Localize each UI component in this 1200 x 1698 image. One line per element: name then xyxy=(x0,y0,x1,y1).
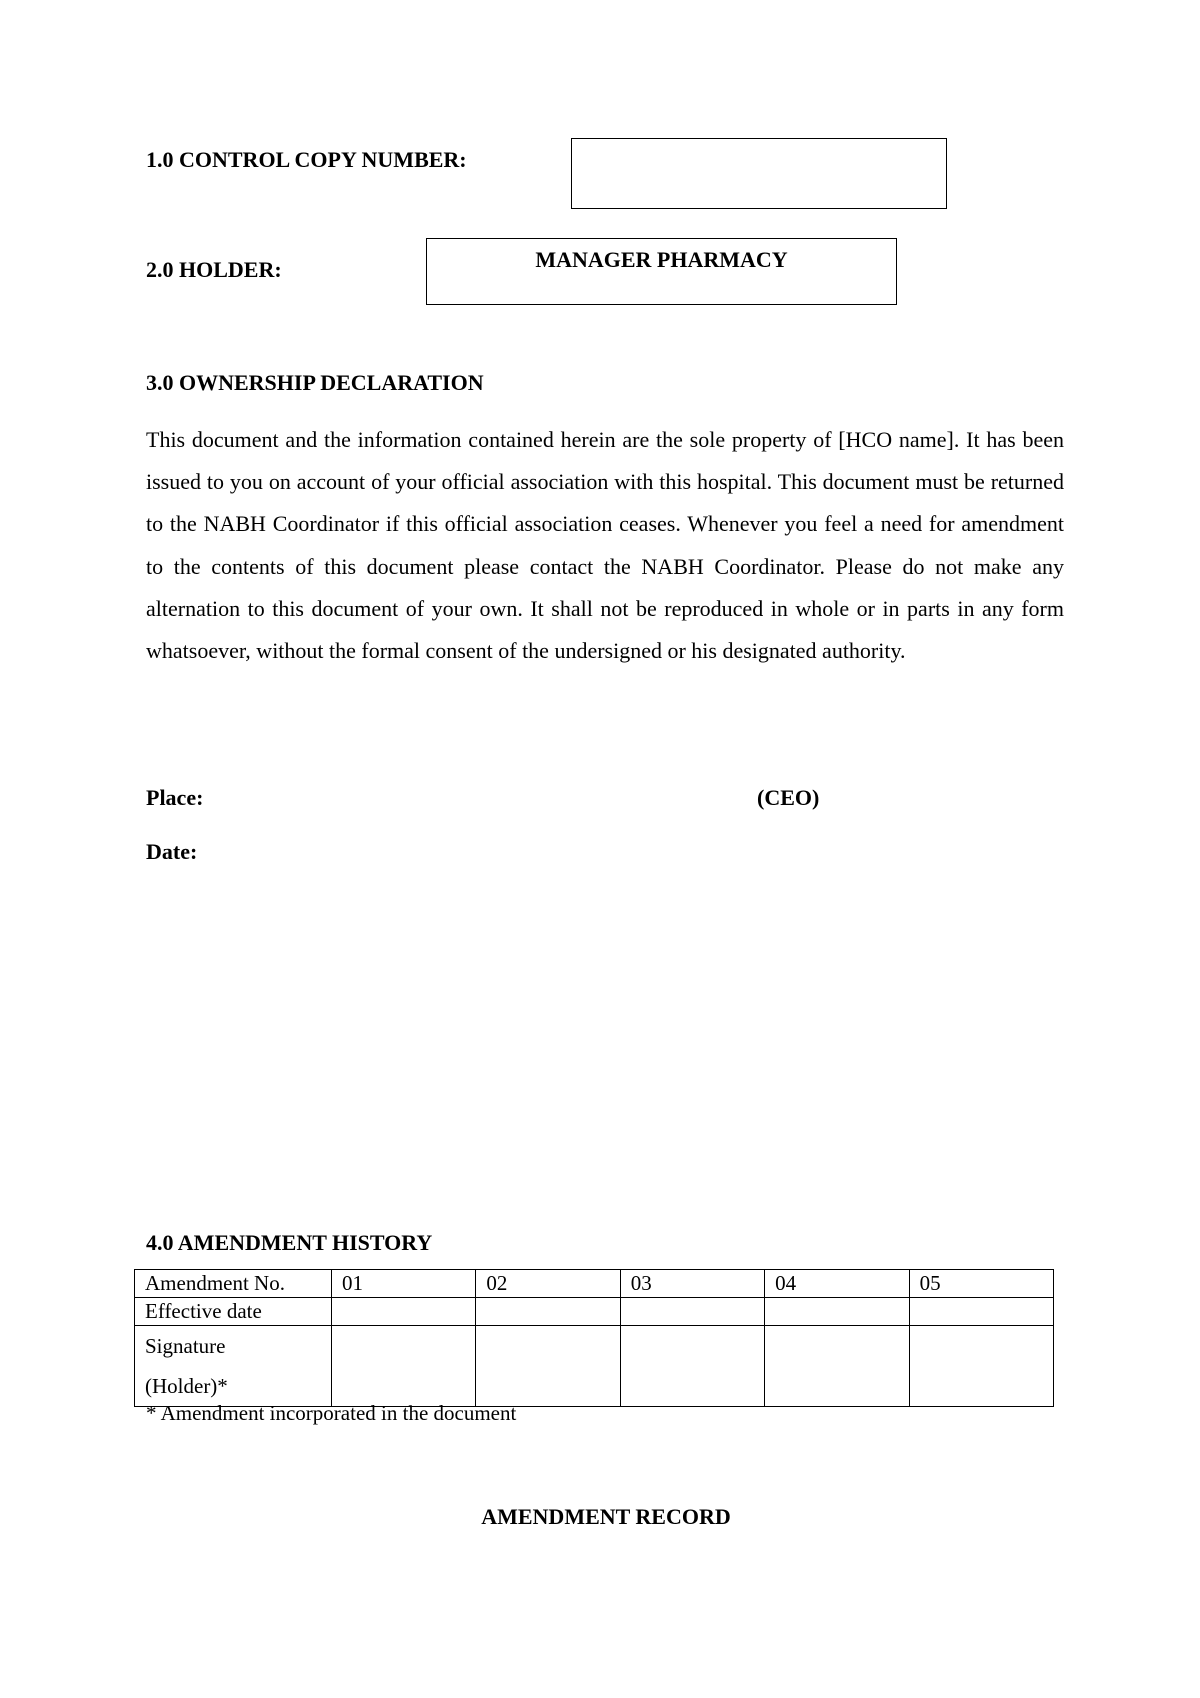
signature-cell[interactable] xyxy=(332,1326,476,1407)
amendment-no-cell: 05 xyxy=(909,1270,1053,1298)
amendment-history-heading: 4.0 AMENDMENT HISTORY xyxy=(146,1230,433,1255)
effective-date-cell[interactable] xyxy=(476,1298,620,1326)
amendment-no-cell: 04 xyxy=(765,1270,909,1298)
signature-cell[interactable] xyxy=(476,1326,620,1407)
effective-date-label: Effective date xyxy=(135,1298,332,1326)
amendment-record-heading: AMENDMENT RECORD xyxy=(481,1504,731,1529)
amendment-no-cell: 02 xyxy=(476,1270,620,1298)
holder-label: 2.0 HOLDER: xyxy=(146,257,282,282)
amendment-no-cell: 01 xyxy=(332,1270,476,1298)
signature-holder-label xyxy=(135,1326,332,1407)
effective-date-cell[interactable] xyxy=(765,1298,909,1326)
effective-date-cell[interactable] xyxy=(620,1298,764,1326)
ownership-heading: 3.0 OWNERSHIP DECLARATION xyxy=(146,370,484,395)
holder-value: MANAGER PHARMACY xyxy=(535,247,788,272)
control-copy-number-box[interactable] xyxy=(571,138,947,209)
holder-box[interactable] xyxy=(426,238,897,305)
date-label: Date: xyxy=(146,839,198,864)
table-row xyxy=(135,1326,1054,1407)
ownership-paragraph: This document and the information contained herein are the sole property of [HCO name]. It has been issued to you on account of your official association with this hospital. This document must be returned to the NABH Coordinator if this official association ceases. Whenever you feel a need for amendment to the contents of this document please contact the NABH Coordinator. Please do not make any alternation to this document of your own. It shall not be reproduced in whole or in parts in any form whatsoever, without the formal consent of the undersigned or his designated authority. xyxy=(146,427,1064,664)
signature-label: Signature xyxy=(145,1334,226,1358)
signature-cell[interactable] xyxy=(620,1326,764,1407)
amendment-footnote: * Amendment incorporated in the document xyxy=(146,1401,517,1425)
effective-date-cell[interactable] xyxy=(909,1298,1053,1326)
place-label: Place: xyxy=(146,785,204,810)
holder-note-label: (Holder)* xyxy=(145,1374,228,1398)
control-copy-label: 1.0 CONTROL COPY NUMBER: xyxy=(146,147,467,172)
amendment-history-table xyxy=(134,1269,1054,1407)
table-row xyxy=(135,1270,1054,1298)
ceo-label: (CEO) xyxy=(757,785,820,810)
signature-cell[interactable] xyxy=(765,1326,909,1407)
amendment-no-cell: 03 xyxy=(620,1270,764,1298)
table-row xyxy=(135,1298,1054,1326)
amendment-no-label: Amendment No. xyxy=(135,1270,332,1298)
effective-date-cell[interactable] xyxy=(332,1298,476,1326)
signature-cell[interactable] xyxy=(909,1326,1053,1407)
